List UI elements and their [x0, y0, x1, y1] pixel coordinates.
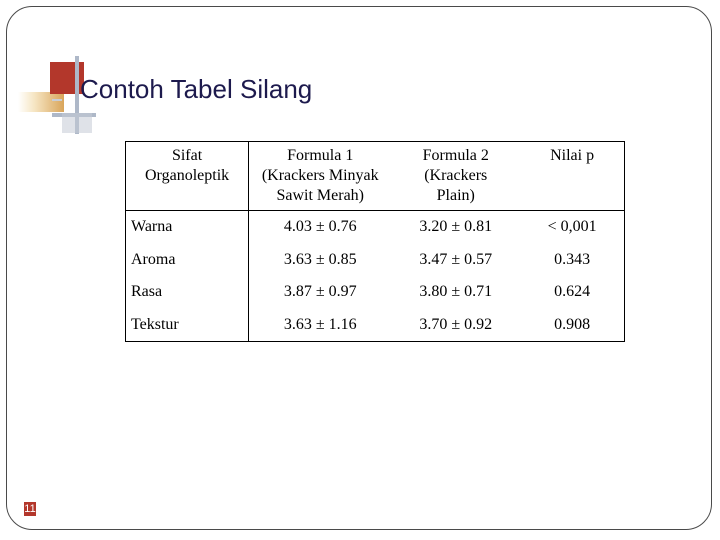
formula-1-value: 4.03 ± 0.76: [249, 211, 392, 244]
row-attribute: Rasa: [126, 276, 249, 309]
header-nilai-p: Nilai p: [550, 147, 595, 164]
gold-gradient-block: [18, 92, 64, 112]
p-value: 0.624: [554, 283, 591, 301]
formula-2-value: 3.20 ± 0.81: [391, 211, 520, 244]
row-attribute: Warna: [126, 211, 249, 244]
thin-line: [52, 99, 62, 101]
table-row: [126, 244, 625, 277]
row-attribute: Tekstur: [126, 309, 249, 342]
formula-1-value: 3.87 ± 0.97: [283, 283, 357, 301]
table-header-row: [126, 142, 625, 211]
row-attribute: Aroma: [126, 244, 249, 277]
header-formula-1: Formula 1 (Krackers Minyak Sawit Merah): [261, 147, 379, 204]
p-value: 0.908: [554, 315, 591, 333]
gray-square: [62, 113, 92, 133]
p-value: 0.343: [554, 250, 591, 268]
header-formula-2: Formula 2 (Krackers Plain): [422, 147, 489, 204]
page-number-badge: 11: [24, 503, 36, 515]
table-row: [126, 211, 625, 244]
p-value: < 0,001: [520, 211, 624, 244]
cross-table: [125, 141, 625, 342]
formula-2-value: 3.70 ± 0.92: [419, 315, 493, 333]
slide-title: Contoh Tabel Silang: [80, 74, 313, 104]
formula-1-value: 3.63 ± 1.16: [283, 315, 357, 333]
table-row: [126, 309, 625, 342]
formula-1-value: 3.63 ± 0.85: [283, 250, 357, 268]
table-row: [126, 276, 625, 309]
formula-2-value: 3.47 ± 0.57: [419, 250, 493, 268]
header-sifat-organoleptik: Sifat Organoleptik: [126, 142, 249, 211]
formula-2-value: 3.80 ± 0.71: [419, 283, 493, 301]
